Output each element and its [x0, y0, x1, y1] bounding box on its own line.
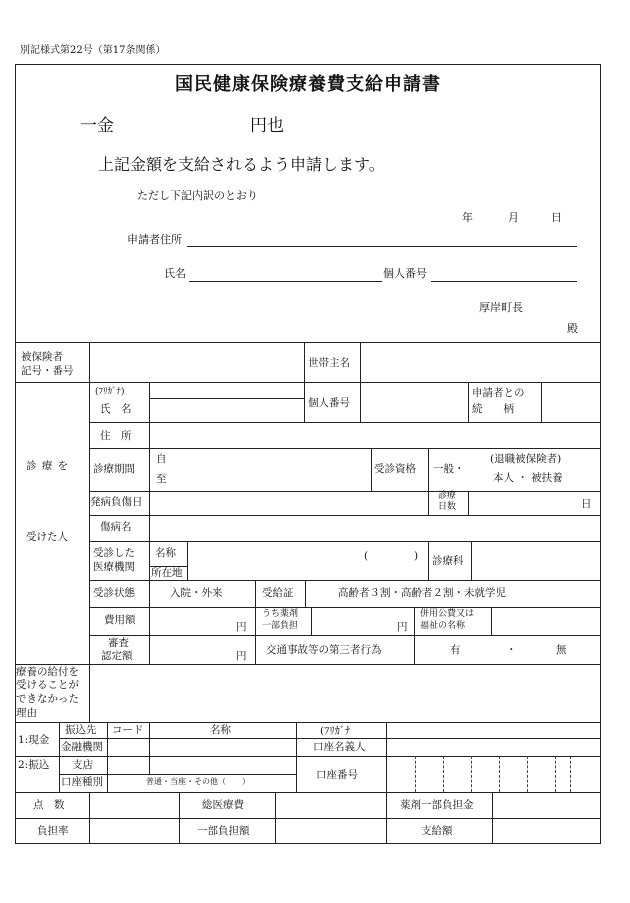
status-label: 受診状態	[93, 587, 135, 599]
date-year[interactable]: 年	[462, 211, 473, 224]
institution-name-label: 名称	[155, 547, 176, 559]
period-from: 自	[156, 453, 167, 465]
amount-suffix: 円也	[250, 116, 284, 136]
disease-label: 傷病名	[100, 521, 132, 533]
applicant-number-input[interactable]	[431, 281, 577, 282]
status-options[interactable]: 入院・外来	[170, 587, 223, 599]
applicant-address-label: 申請者住所	[127, 233, 182, 246]
total-cost-label: 総医療費	[202, 799, 244, 811]
institution-label-1: 受診した	[93, 547, 135, 559]
acct-type-label: 口座種別	[61, 776, 103, 788]
furigana-label: (ﾌﾘｶﾞﾅ)	[95, 387, 125, 397]
review-yen: 円	[236, 650, 247, 662]
public-label-1: 併用公費又は	[420, 609, 475, 619]
paren-open: (	[364, 550, 369, 562]
form-reference: 別記様式第22号（第17条関係）	[20, 45, 166, 56]
qualification-label: 受診資格	[374, 463, 416, 475]
qualification-general[interactable]: 一般・	[433, 463, 465, 475]
household-head-label: 世帯主名	[308, 357, 350, 369]
personal-number-label: 個人番号	[308, 397, 350, 409]
drug-label-2: 一部負担	[262, 621, 299, 631]
relation-label-1: 申請者との	[472, 387, 525, 399]
request-statement: 上記金額を支給されるよう申請します。	[98, 155, 385, 174]
points-label: 点 数	[33, 799, 65, 811]
form-title: 国民健康保険療養費支給申請書	[175, 74, 441, 95]
acct-number-label: 口座番号	[316, 769, 358, 781]
reason-label-4: 理由	[16, 707, 37, 719]
bank-name-label: 名称	[210, 724, 231, 736]
holder-kana-label: (ﾌﾘｶﾞﾅ	[320, 725, 351, 737]
drug-copay-label: 薬剤一部負担金	[400, 799, 474, 811]
reason-label-2: 受けることが	[16, 679, 79, 691]
qualification-retired[interactable]: (退職被保険者)	[490, 453, 562, 465]
bank-dest-label: 振込先	[65, 724, 97, 736]
breakdown-note: ただし下記内訳のとおり	[137, 189, 258, 202]
cash-option[interactable]: 1:現金	[18, 734, 50, 746]
public-label-2: 福祉の名称	[420, 621, 466, 631]
third-party-no[interactable]: 無	[556, 644, 567, 656]
relation-label-2: 続 柄	[472, 403, 514, 415]
reason-label-1: 療養の給付を	[16, 666, 79, 678]
holder-label: 口座名義人	[313, 741, 366, 753]
days-label-1: 診療	[438, 491, 457, 501]
partial-label: 一部負担額	[197, 825, 250, 837]
insured-number-label: 記号・番号	[21, 365, 74, 377]
name-label: 氏 名	[100, 403, 132, 415]
amount-prefix: 一金	[80, 116, 114, 136]
institution-address-label: 所在地	[151, 567, 183, 579]
review-label-1: 審査	[108, 637, 129, 649]
period-label: 診療期間	[93, 463, 135, 475]
acct-type-options[interactable]: 普通・当座・その他（ ）	[146, 777, 250, 786]
days-unit: 日	[581, 498, 592, 510]
applicant-address-input[interactable]	[187, 246, 577, 247]
payment-label: 支給額	[421, 825, 453, 837]
paren-close: )	[414, 550, 419, 562]
ratio-label: 負担率	[37, 825, 69, 837]
bank-code-label: コード	[112, 724, 144, 736]
review-label-2: 認定額	[101, 650, 133, 662]
date-month[interactable]: 月	[508, 211, 519, 224]
third-party-label: 交通事故等の第三者行為	[266, 644, 382, 656]
date-day[interactable]: 日	[551, 211, 562, 224]
period-to: 至	[156, 473, 167, 485]
institution-label-2: 医療機関	[93, 561, 135, 573]
third-party-dot: ・	[506, 644, 517, 656]
applicant-name-label: 氏名	[164, 267, 186, 280]
department-label: 診療科	[432, 555, 464, 567]
onset-label: 発病負傷日	[90, 496, 143, 508]
cert-options[interactable]: 高齢者３割・高齢者２割・未就学児	[338, 587, 506, 599]
applicant-name-input[interactable]	[189, 281, 382, 282]
applicant-number-label: 個人番号	[383, 267, 427, 280]
patient-label-1: 診 療 を	[26, 460, 70, 472]
qualification-retired-options[interactable]: 本人 ・ 被扶養	[493, 472, 563, 484]
third-party-yes[interactable]: 有	[450, 644, 461, 656]
patient-label-2: 受けた人	[26, 531, 68, 543]
address-label: 住 所	[100, 430, 132, 442]
mayor-label: 厚岸町長	[479, 301, 523, 314]
reason-label-3: できなかった	[16, 693, 79, 705]
insured-label: 被保険者	[21, 351, 63, 363]
bank-inst-label: 金融機関	[61, 741, 103, 753]
bank-branch-label: 支店	[72, 759, 93, 771]
drug-label-1: うち薬剤	[262, 609, 299, 619]
days-label-2: 日数	[438, 502, 457, 512]
cost-label: 費用額	[104, 614, 136, 626]
transfer-option[interactable]: 2:振込	[18, 759, 50, 771]
drug-yen: 円	[397, 621, 408, 633]
cert-label: 受給証	[262, 587, 294, 599]
cost-yen: 円	[236, 621, 247, 633]
honorific-label: 殿	[567, 322, 578, 335]
